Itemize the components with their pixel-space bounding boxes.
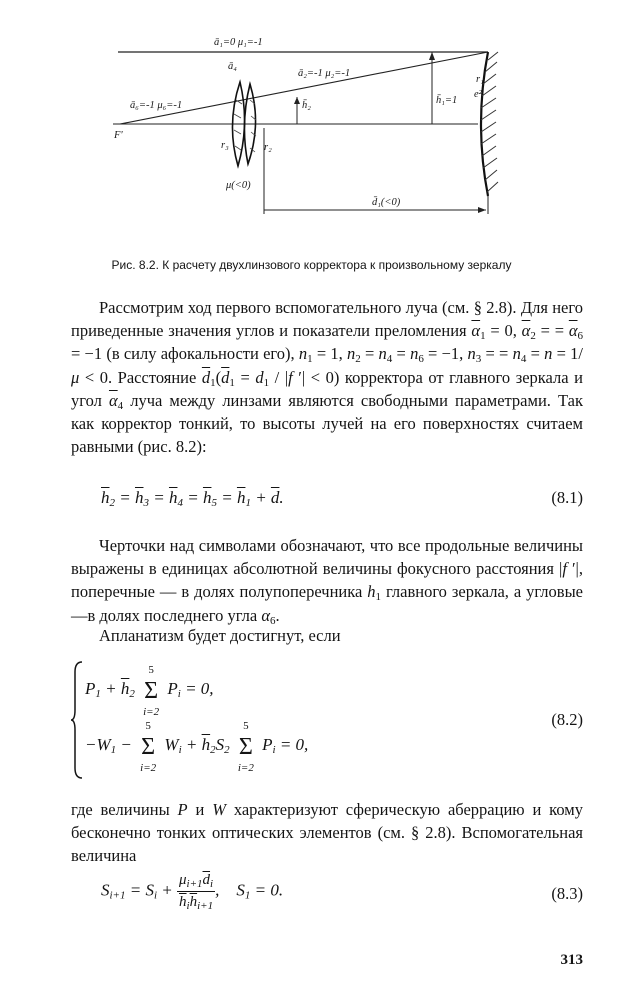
label-r2: r₂ — [264, 142, 272, 153]
label-r1: r₁ — [476, 74, 484, 85]
equation-8-1: $\overline{h}_2 = \overline{h}_3 = \overline{h}_4 = \overline{h}_5 = \overline{h}_1 + \overline{d}$. (8.1) — [101, 488, 583, 509]
optical-diagram — [0, 0, 623, 240]
label-a1-mu1: ā₁=0 μ₁=-1 — [214, 37, 263, 48]
label-h1: h̄₁=1 — [436, 95, 458, 106]
paragraph-pw: где величины P и W характеризуют сферическую аберрацию и кому бесконечно тонких оптических элементов (см. § 2.8). Вспомогательная величина — [71, 800, 583, 866]
paragraph-notation: Черточки над символами обозначают, что все продольные величины выражены в единицах абсолютной величины фокусного расстояния |f ′|, поперечные — в долях полупоперечника $h_1$ главного зеркала, а угловые—в долях последнего угла $\alpha_6$. — [71, 536, 583, 627]
label-d1: d̄₁(<0) — [372, 197, 401, 208]
label-r3: r₃ — [221, 140, 229, 151]
label-e2: e² — [474, 89, 482, 100]
label-a2-mu2: ā₂=-1 μ₂=-1 — [298, 68, 351, 79]
label-a6-mu6: ā₆=-1 μ₆=-1 — [130, 100, 183, 111]
equation-8-3: $S_{i+1} = S_i$ + $\frac{\mu_{i+1}\overline{d}_i}{\overline{h}_i\overline{h}_{i+1}}$ , $S_1 = 0$. (8.3) — [101, 872, 583, 912]
figure-caption: Рис. 8.2. К расчету двухлинзового корректора к произвольному зеркалу — [111, 258, 512, 272]
equation-8-2: $P_1 + \overline{h}_2$ 5 Σ i=2 $P_i = 0$, $-W_1$ − 5 Σ i=2 $W_i + \overline{h}_2S_2$ 5 Σ i=2 $P_i = 0$, (8.2) — [71, 660, 583, 780]
label-h2: h̄₂ — [302, 100, 311, 111]
page-number: 313 — [560, 952, 583, 968]
paragraph-intro: Рассмотрим ход первого вспомогательного луча (см. § 2.8). Для него приведенные значения углов и показатели преломления $\overline{\alpha}_1 = 0$, $\overline{\alpha}_2$ = = $\overline{\alpha}_6 = -1$ (в силу афокальности его), $n_1 = 1$, $n_2 = n_4 = n_6 = -1$, $n_3$ = = $n_4 = n = 1/\mu < 0$. Расстояние $\overline{d}_1(\overline{d}_1 = d_1 / |f$ ′| < 0) корректора от главного зеркала и угол $\overline{\alpha}_4$ луча между линзами являются свободными параметрами. Так как корректор тонкий, то высоты лучей на его поверхностях считаем равными (рис. 8.2): — [71, 298, 583, 457]
label-a4: ā₄ — [228, 61, 237, 72]
label-focus: F' — [114, 130, 123, 141]
label-mu: μ(<0) — [226, 180, 251, 191]
paragraph-aplanatism: Апланатизм будет достигнут, если — [99, 626, 341, 645]
